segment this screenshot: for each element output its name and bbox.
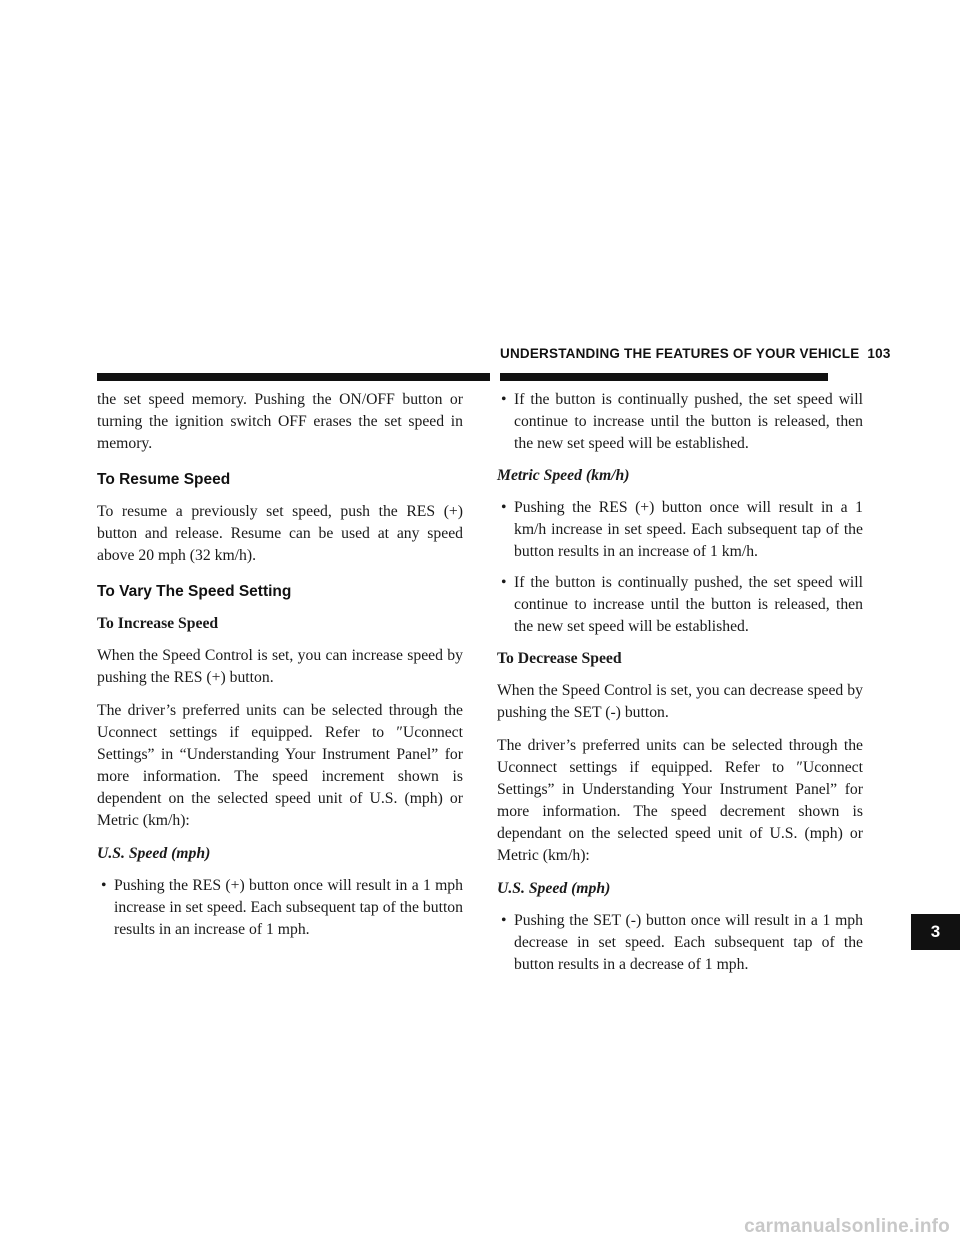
watermark: carmanualsonline.info [744, 1216, 950, 1237]
vary-speed-heading: To Vary The Speed Setting [97, 583, 292, 600]
left-column [97, 389, 463, 951]
us-speed-bullets-continued [497, 389, 863, 455]
chapter-tab: 3 [911, 914, 960, 950]
list-item: • Pushing the SET (-) button once will result in a 1 mph decrease in set speed. Each subsequent tap of the button results in a decrease of 1 mph. [497, 910, 863, 976]
resume-speed-paragraph: To resume a previously set speed, push the RES (+) button and release. Resume can be used at any speed above 20 mph (32 km/h). [97, 503, 463, 564]
metric-speed-bullets [497, 497, 863, 638]
intro-paragraph: the set speed memory. Pushing the ON/OFF button or turning the ignition switch OFF erases the set speed in memory. [97, 391, 463, 452]
increase-speed-paragraph: When the Speed Control is set, you can increase speed by pushing the RES (+) button. [97, 647, 463, 686]
header-rule-right [500, 373, 828, 381]
list-item: • If the button is continually pushed, the set speed will continue to increase until the button is released, then the new set speed will be established. [497, 572, 863, 638]
us-speed-heading: U.S. Speed (mph) [497, 880, 611, 897]
list-item: • Pushing the RES (+) button once will result in a 1 km/h increase in set speed. Each subsequent tap of the button results in an increase of 1 km/h. [497, 497, 863, 563]
running-header [500, 346, 891, 361]
units-paragraph: The driver’s preferred units can be selected through the Uconnect settings if equipped. Refer to ″Uconnect Settings” in “Understanding Your Instrument Panel” for more information. The speed increment shown is dependent on the selected speed unit of U.S. (mph) or Metric (km/h): [97, 702, 463, 829]
us-speed-heading: U.S. Speed (mph) [97, 845, 211, 862]
resume-speed-heading: To Resume Speed [97, 471, 231, 488]
metric-speed-heading: Metric Speed (km/h) [497, 467, 630, 484]
right-column [497, 389, 863, 986]
units-paragraph: The driver’s preferred units can be selected through the Uconnect settings if equipped. Refer to ″Uconnect Settings” in Understanding Your Instrument Panel” for more information. The speed decrement shown is dependant on the selected speed unit of U.S. (mph) or Metric (km/h): [497, 737, 863, 864]
us-speed-bullets [97, 875, 463, 941]
decrease-speed-paragraph: When the Speed Control is set, you can decrease speed by pushing the SET (-) button. [497, 682, 863, 721]
section-title: UNDERSTANDING THE FEATURES OF YOUR VEHICLE [500, 346, 860, 361]
us-speed-decrease-bullets [497, 910, 863, 976]
list-item: • Pushing the RES (+) button once will result in a 1 mph increase in set speed. Each subsequent tap of the button results in an increase of 1 mph. [97, 875, 463, 941]
page-number: 103 [867, 346, 891, 361]
list-item: • If the button is continually pushed, the set speed will continue to increase until the button is released, then the new set speed will be established. [497, 389, 863, 455]
decrease-speed-heading: To Decrease Speed [497, 650, 622, 667]
header-rule-left [97, 373, 490, 381]
increase-speed-heading: To Increase Speed [97, 615, 219, 632]
